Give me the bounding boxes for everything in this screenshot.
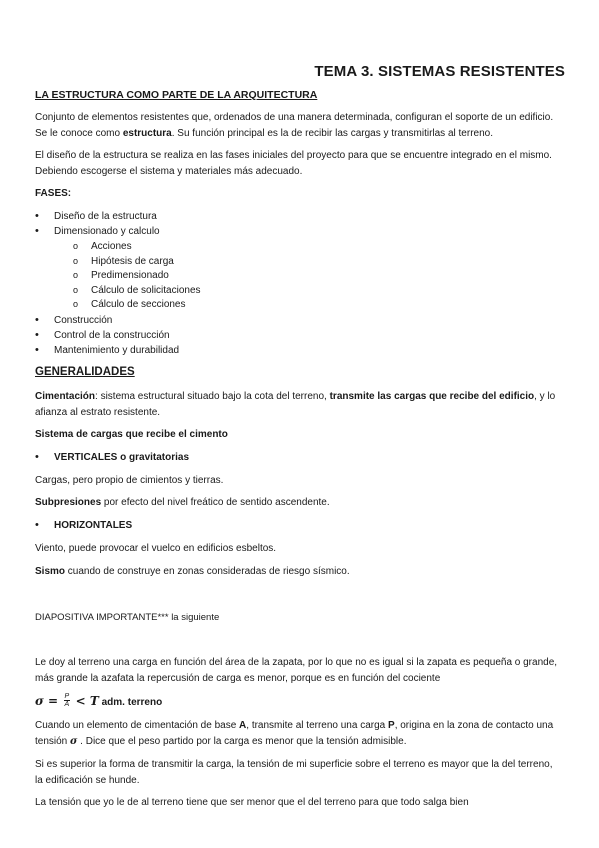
bold-text: Subpresiones	[35, 497, 102, 508]
text-run: , y lo	[534, 391, 556, 402]
paragraph-line	[35, 126, 565, 142]
paragraph-line	[35, 389, 565, 405]
list-item	[35, 450, 189, 465]
fases-label: FASES:	[35, 188, 72, 199]
text-run: : sistema estructural situado bajo la cota del terreno,	[95, 391, 330, 402]
formula-inequality: < T	[75, 694, 99, 708]
paragraph-superior	[35, 757, 565, 789]
formula-numerator: P	[64, 693, 70, 701]
list-item	[35, 313, 112, 328]
bold-text: P	[388, 720, 395, 731]
text-run: tensión	[35, 736, 71, 747]
circle-bullet-icon: o	[73, 256, 79, 266]
text-run: por efecto del nivel freático de sentido ascendente.	[101, 497, 330, 508]
paragraph-subpresiones	[35, 495, 565, 511]
sub-list-item	[73, 297, 186, 312]
paragraph-carga-terreno	[35, 655, 565, 687]
circle-bullet-icon: o	[73, 285, 79, 295]
paragraph-line: Conjunto de elementos resistentes que, ordenados de una manera determinada, configuran el soporte de un edificio.	[35, 112, 554, 123]
bullet-icon: •	[35, 314, 39, 326]
list-item-text: Mantenimiento y durabilidad	[54, 345, 180, 356]
paragraph-line: afianza al estrato resistente.	[35, 407, 161, 418]
sub-list-item	[73, 239, 132, 254]
text-run: , transmite al terreno una carga	[246, 720, 389, 731]
list-item-text: Cálculo de solicitaciones	[91, 285, 201, 296]
paragraph-elemento-cimentacion	[35, 718, 565, 750]
paragraph-line: más grande la azafata la repercusión de carga es menor, porque es en función del cociente	[35, 673, 441, 684]
bullet-icon: •	[35, 329, 39, 341]
list-item	[35, 343, 179, 358]
formula-tail: adm. terreno	[98, 697, 163, 708]
bullet-icon: •	[35, 344, 39, 356]
paragraph-line: la edificación se hunde.	[35, 775, 140, 786]
paragraph-diseno	[35, 148, 565, 180]
paragraph-line	[35, 734, 565, 750]
paragraph-line: El diseño de la estructura se realiza en las fases iniciales del proyecto para que se encuentre integrado en el mismo.	[35, 150, 552, 161]
sistema-cargas-label: Sistema de cargas que recibe el cimento	[35, 429, 228, 440]
circle-bullet-icon: o	[73, 241, 79, 251]
bullet-icon: •	[35, 519, 39, 531]
bullet-icon: •	[35, 210, 39, 222]
list-item-text: Construcción	[54, 315, 113, 326]
paragraph-line: Si es superior la forma de transmitir la carga, la tensión de mi superficie sobre el terreno es mayor que la del terreno,	[35, 759, 553, 770]
text-run: cuando de construye en zonas consideradas de riesgo sísmico.	[65, 566, 350, 577]
paragraph-sismo	[35, 564, 565, 580]
bold-text: Cimentación	[35, 391, 96, 402]
list-item-text: VERTICALES o gravitatorias	[54, 452, 190, 463]
bold-text: Sismo	[35, 566, 66, 577]
bold-text: estructura	[122, 128, 172, 139]
paragraph-viento: Viento, puede provocar el vuelco en edificios esbeltos.	[35, 543, 277, 554]
circle-bullet-icon: o	[73, 299, 79, 309]
text-run: Se le conoce como	[35, 128, 123, 139]
list-item-text: Predimensionado	[91, 270, 169, 281]
list-item-text: Acciones	[91, 241, 132, 252]
paragraph-cimentacion	[35, 389, 565, 421]
list-item-text: Diseño de la estructura	[54, 211, 157, 222]
document-title: TEMA 3. SISTEMAS RESISTENTES	[314, 63, 565, 80]
bold-text: A	[239, 720, 247, 731]
list-item-text: HORIZONTALES	[54, 520, 133, 531]
circle-bullet-icon: o	[73, 270, 79, 280]
paragraph-line: Le doy al terreno una carga en función del área de la zapata, por lo que no es igual si la zapata es pequeña o grande,	[35, 657, 558, 668]
sigma-symbol: σ	[70, 736, 78, 747]
bullet-icon: •	[35, 451, 39, 463]
paragraph-line: Debiendo escogerse el sistema y materiales más adecuado.	[35, 166, 303, 177]
paragraph-conjunto	[35, 110, 565, 142]
section-heading-estructura: LA ESTRUCTURA COMO PARTE DE LA ARQUITECTURA	[35, 89, 318, 101]
paragraph-line	[35, 718, 565, 734]
text-run: , origina en la zona de contacto una	[394, 720, 554, 731]
section-heading-generalidades: GENERALIDADES	[35, 366, 135, 378]
sub-list-item	[73, 268, 169, 283]
bold-text: transmite las cargas que recibe del edificio	[329, 391, 535, 402]
text-run: Cuando un elemento de cimentación de base	[35, 720, 240, 731]
list-item-text: Cálculo de secciones	[91, 299, 186, 310]
list-item	[35, 224, 160, 239]
text-run: . Dice que el peso partido por la carga es menor que la tensión admisible.	[77, 736, 407, 747]
formula-fraction	[64, 693, 71, 708]
paragraph-tension: La tensión que yo le de al terreno tiene que ser menor que el del terreno para que todo salga bien	[35, 797, 469, 808]
list-item	[35, 209, 157, 224]
sub-list-item	[73, 254, 174, 269]
formula-denominator: A	[64, 701, 70, 709]
paragraph-cargas: Cargas, pero propio de cimientos y tierras.	[35, 475, 224, 486]
diapositiva-note: DIAPOSITIVA IMPORTANTE*** la siguiente	[35, 612, 220, 623]
bullet-icon: •	[35, 225, 39, 237]
list-item-text: Dimensionado y calculo	[54, 226, 160, 237]
list-item	[35, 518, 132, 533]
list-item-text: Control de la construcción	[54, 330, 170, 341]
formula	[35, 692, 162, 710]
text-run: . Su función principal es la de recibir las cargas y transmitirlas al terreno.	[171, 128, 493, 139]
list-item-text: Hipótesis de carga	[91, 256, 174, 267]
sub-list-item	[73, 283, 201, 298]
list-item	[35, 328, 170, 343]
formula-sigma: σ =	[35, 694, 59, 708]
